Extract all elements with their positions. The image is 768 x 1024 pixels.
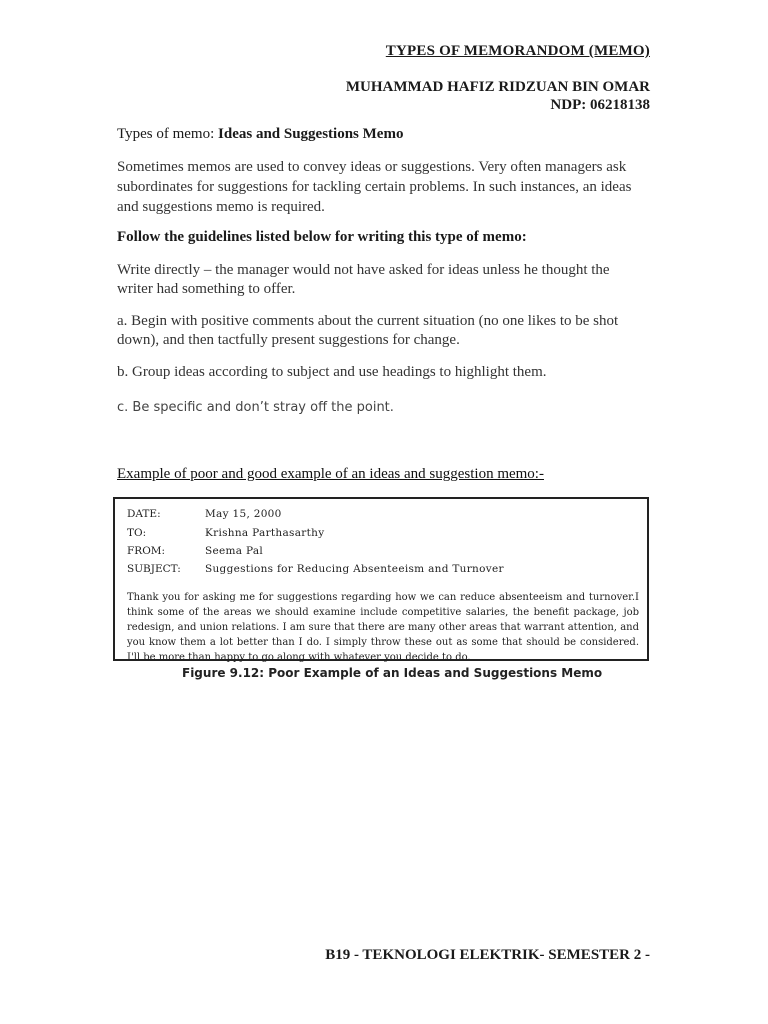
- memo-body-text: Thank you for asking me for suggestions regarding how we can reduce absenteeism and turnover.I think some of the areas we should examine include competitive salaries, the benefit package, job redesign, and union relations. I am sure that there are many other areas that warrant attention, and you know them a lot better than I do. I simply throw these out as some that should be considered. I'll be more than happy to go along with whatever you decide to do.: [127, 592, 639, 663]
- intro-paragraph: Sometimes memos are used to convey ideas or suggestions. Very often managers ask subordinates for suggestions for tackling certain problems. In such instances, an ideas and suggestions memo is required.: [117, 159, 632, 215]
- guideline-point-c: c. Be specific and don’t stray off the point.: [117, 400, 394, 415]
- author-name: MUHAMMAD HAFIZ RIDZUAN BIN OMAR: [345, 79, 650, 95]
- memo-from-label: FROM:: [127, 545, 166, 557]
- memo-date-value: May 15, 2000: [205, 508, 282, 520]
- memo-subject-value: Suggestions for Reducing Absenteeism and Turnover: [205, 563, 504, 575]
- document-title: TYPES OF MEMORANDOM (MEMO): [385, 43, 650, 59]
- guideline-heading: Follow the guidelines listed below for writing this type of memo:: [117, 229, 527, 245]
- memo-type-name: Ideas and Suggestions Memo: [218, 126, 404, 142]
- example-memo-figure: [113, 497, 649, 661]
- author-id: NDP: 06218138: [550, 97, 650, 113]
- memo-type-prefix: Types of memo:: [117, 126, 219, 142]
- write-directly-paragraph: Write directly – the manager would not have asked for ideas unless he thought the writer had something to offer.: [117, 262, 610, 297]
- author-block: [346, 78, 650, 114]
- figure-caption: Figure 9.12: Poor Example of an Ideas and Suggestions Memo: [182, 666, 603, 680]
- example-heading: Example of poor and good example of an ideas and suggestion memo:-: [117, 466, 544, 482]
- page-footer: B19 - TEKNOLOGI ELEKTRIK- SEMESTER 2 -: [325, 947, 650, 963]
- guideline-point-b: b. Group ideas according to subject and use headings to highlight them.: [117, 364, 547, 380]
- memo-to-label: TO:: [127, 527, 147, 539]
- guideline-point-a: a. Begin with positive comments about the current situation (no one likes to be shot down), and then tactfully present suggestions for change.: [117, 313, 619, 348]
- memo-from-value: Seema Pal: [205, 545, 264, 557]
- memo-type-line: [117, 126, 403, 143]
- memo-to-value: Krishna Parthasarthy: [205, 527, 325, 539]
- memo-subject-label: SUBJECT:: [127, 563, 181, 575]
- memo-date-label: DATE:: [127, 508, 161, 520]
